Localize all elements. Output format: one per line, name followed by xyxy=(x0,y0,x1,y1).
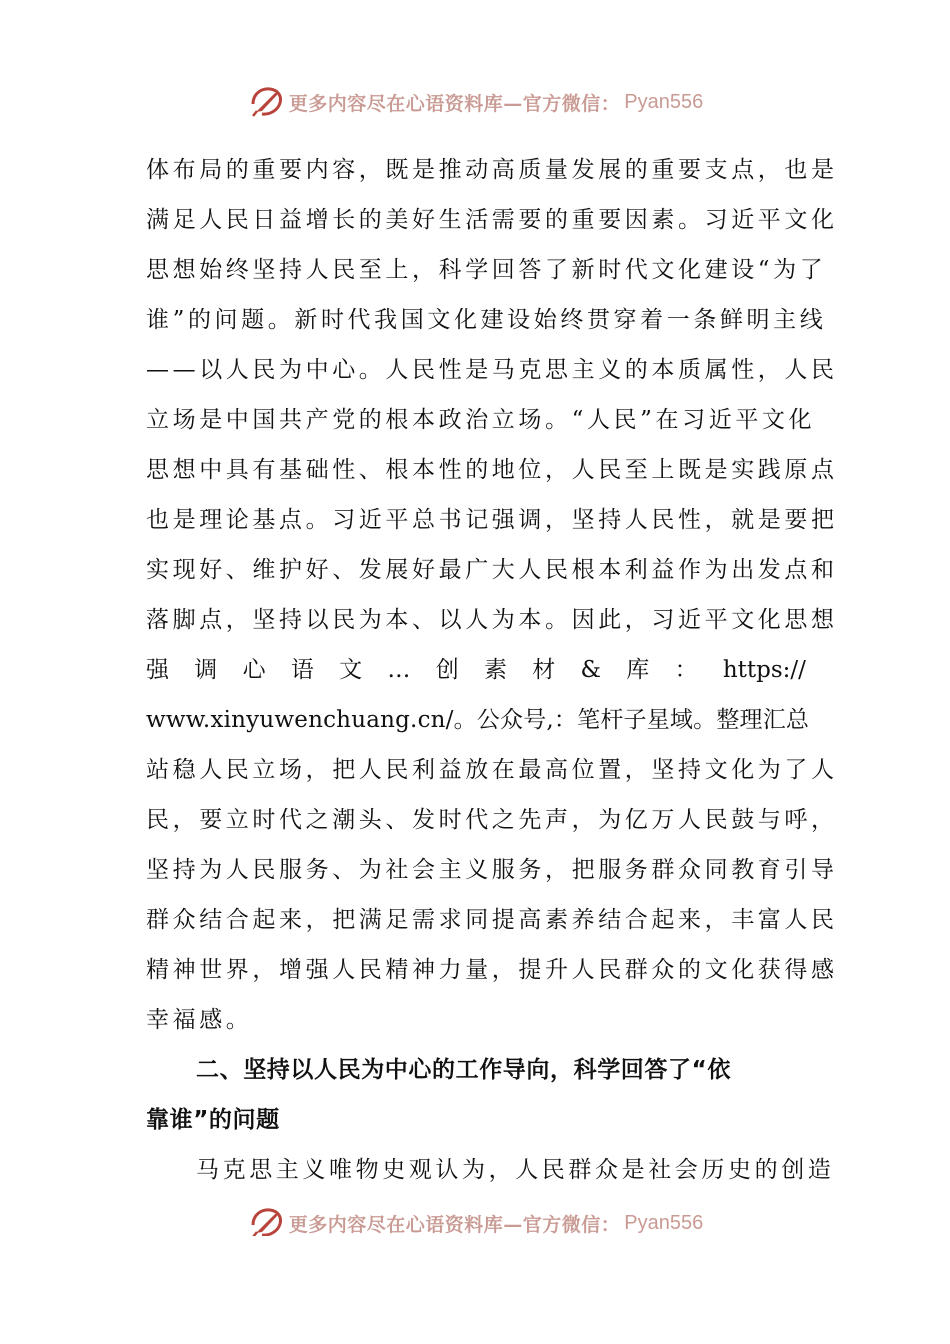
body-line: 马克思主义唯物史观认为，人民群众是社会历史的创造 xyxy=(196,1157,835,1183)
banner-wechat-id: Pyan556 xyxy=(624,1211,704,1234)
body-line: 谁”的问题。新时代我国文化建设始终贯穿着一条鲜明主线 xyxy=(146,307,827,333)
body-line: 群众结合起来，把满足需求同提高素养结合起来，丰富人民 xyxy=(146,907,838,933)
spread-char: 材 xyxy=(532,657,556,683)
body-line: 思想始终坚持人民至上，科学回答了新时代文化建设“为了 xyxy=(146,257,827,283)
section-heading-line2: 靠谁”的问题 xyxy=(146,1107,280,1133)
body-line: 也是理论基点。习近平总书记强调，坚持人民性，就是要把 xyxy=(146,507,838,533)
spread-char: 素 xyxy=(483,657,507,683)
banner-chinese-text: 更多内容尽在心语资料库—官方微信： xyxy=(288,1213,621,1236)
quill-logo-icon xyxy=(247,1205,285,1236)
spread-watermark-line xyxy=(146,645,806,695)
body-line: 站稳人民立场，把人民利益放在最高位置，坚持文化为了人 xyxy=(146,757,838,783)
spread-char: 文 xyxy=(339,657,363,683)
document-body xyxy=(146,145,838,1195)
body-line: 立场是中国共产党的根本政治立场。“人民”在习近平文化 xyxy=(146,407,816,433)
body-line: 落脚点，坚持以民为本、以人为本。因此，习近平文化思想 xyxy=(146,607,838,633)
body-line: 民，要立时代之潮头、发时代之先声，为亿万人民鼓与呼， xyxy=(146,807,838,833)
spread-char: 创 xyxy=(435,657,459,683)
spread-char: 库 xyxy=(626,657,650,683)
spread-url-prefix: https:// xyxy=(722,657,806,683)
banner-wechat-id: Pyan556 xyxy=(624,90,704,113)
spread-char: ： xyxy=(674,657,698,683)
body-line: 坚持为人民服务、为社会主义服务，把服务群众同教育引导 xyxy=(146,857,838,883)
spread-char: 调 xyxy=(194,657,218,683)
section-heading-line1: 二、坚持以人民为中心的工作导向，科学回答了“依 xyxy=(196,1057,731,1083)
banner-chinese-text: 更多内容尽在心语资料库—官方微信： xyxy=(288,92,621,115)
body-line: 实现好、维护好、发展好最广大人民根本利益作为出发点和 xyxy=(146,557,838,583)
spread-char: 心 xyxy=(242,657,266,683)
spread-char: & xyxy=(580,657,602,683)
body-line: 精神世界，增强人民精神力量，提升人民群众的文化获得感 xyxy=(146,957,838,983)
header-watermark-banner xyxy=(0,82,950,122)
spread-char: … xyxy=(387,657,411,683)
footer-watermark-banner xyxy=(0,1202,950,1236)
spread-char: 强 xyxy=(146,657,169,683)
body-line: 体布局的重要内容，既是推动高质量发展的重要支点，也是 xyxy=(146,157,838,183)
body-line: 幸福感。 xyxy=(146,1007,253,1033)
url-line: www.xinyuwenchuang.cn/。公众号,：笔杆子星域。整理汇总 xyxy=(146,707,810,733)
body-line: ——以人民为中心。人民性是马克思主义的本质属性，人民 xyxy=(146,357,838,383)
body-line: 满足人民日益增长的美好生活需要的重要因素。习近平文化 xyxy=(146,207,838,233)
quill-logo-icon xyxy=(247,84,285,120)
spread-char: 语 xyxy=(290,657,314,683)
body-line: 思想中具有基础性、根本性的地位，人民至上既是实践原点 xyxy=(146,457,838,483)
